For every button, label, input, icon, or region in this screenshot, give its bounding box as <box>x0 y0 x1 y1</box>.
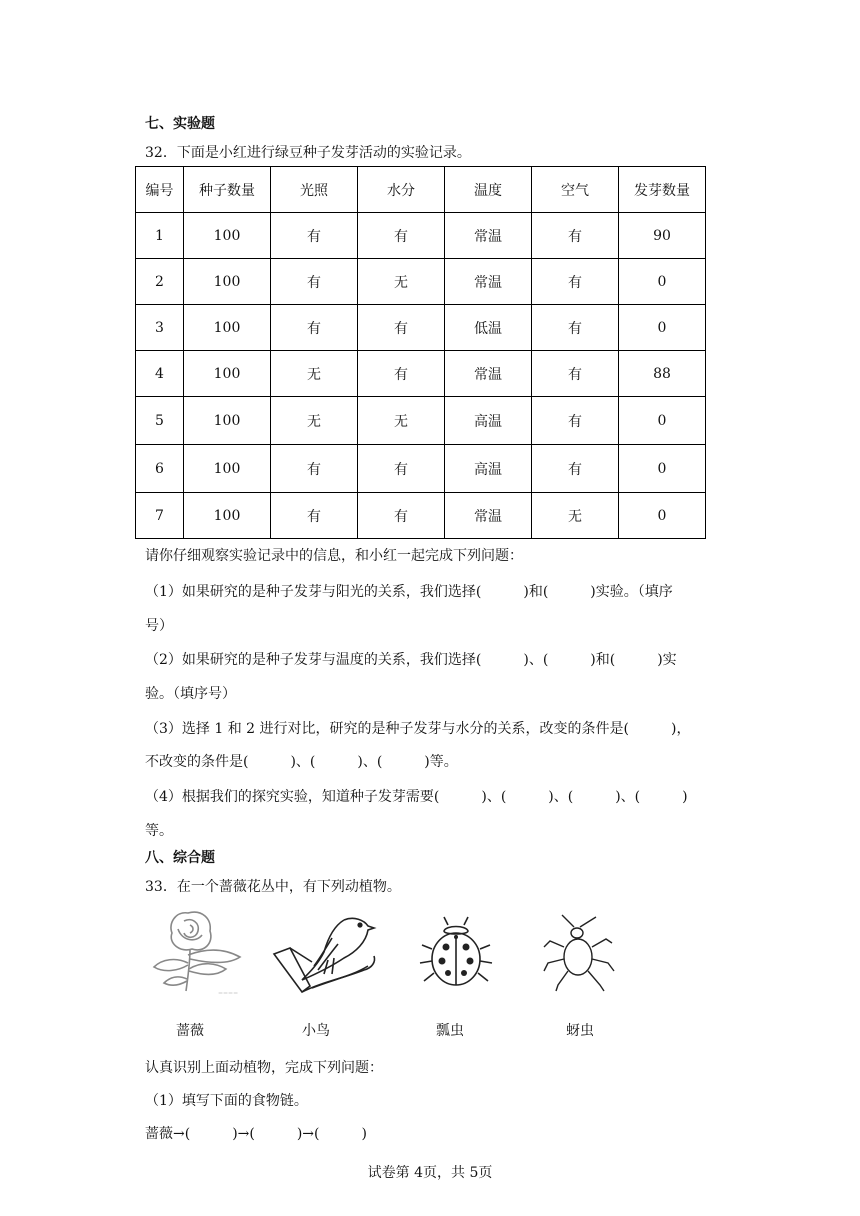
table-cell: 无 <box>271 351 358 397</box>
table-cell: 有 <box>532 305 619 351</box>
q33-sub1: （1）填写下面的食物链。 <box>145 1093 308 1109</box>
table-cell: 0 <box>619 445 706 493</box>
table-cell: 有 <box>532 397 619 445</box>
table-cell: 88 <box>619 351 706 397</box>
header-cell: 编号 <box>136 167 184 213</box>
table-cell: 100 <box>184 213 271 259</box>
table-cell: 无 <box>532 493 619 539</box>
table-cell: 0 <box>619 397 706 445</box>
experiment-table <box>135 166 706 539</box>
section8-title: 八、综合题 <box>145 850 215 866</box>
table-cell: 100 <box>184 305 271 351</box>
table-cell: 0 <box>619 305 706 351</box>
animal-label-bird: 小鸟 <box>302 1023 330 1039</box>
table-cell: 常温 <box>445 351 532 397</box>
animal-label-ladybug: 瓢虫 <box>436 1023 464 1039</box>
table-cell: 100 <box>184 445 271 493</box>
food-chain: 蔷薇→( )→( )→( ) <box>145 1126 367 1142</box>
header-cell: 光照 <box>271 167 358 213</box>
table-cell: 6 <box>136 445 184 493</box>
ladybug-icon <box>418 915 494 993</box>
table-cell: 常温 <box>445 259 532 305</box>
table-cell: 1 <box>136 213 184 259</box>
table-cell: 有 <box>271 445 358 493</box>
page-footer: 试卷第 4页，共 5页 <box>367 1165 493 1181</box>
animal-label-rose: 蔷薇 <box>176 1023 204 1039</box>
table-cell: 无 <box>358 259 445 305</box>
table-cell: 100 <box>184 351 271 397</box>
q32-sub1-line1: （1）如果研究的是种子发芽与阳光的关系，我们选择( )和( )实验。（填序 <box>145 584 673 600</box>
q32-sub2-line1: （2）如果研究的是种子发芽与温度的关系，我们选择( )、( )和( )实 <box>145 652 677 668</box>
table-row <box>136 493 706 539</box>
section7-title: 七、实验题 <box>145 116 215 132</box>
q32-sub2-line2: 验。（填序号） <box>145 686 236 702</box>
table-cell: 有 <box>358 445 445 493</box>
table-cell: 2 <box>136 259 184 305</box>
table-cell: 0 <box>619 493 706 539</box>
table-cell: 有 <box>532 213 619 259</box>
header-cell: 空气 <box>532 167 619 213</box>
table-cell: 7 <box>136 493 184 539</box>
table-cell: 有 <box>271 259 358 305</box>
table-cell: 5 <box>136 397 184 445</box>
table-cell: 有 <box>358 213 445 259</box>
q33-intro: 33．在一个蔷薇花丛中，有下列动植物。 <box>145 879 401 895</box>
table-row <box>136 351 706 397</box>
header-cell: 温度 <box>445 167 532 213</box>
table-cell: 4 <box>136 351 184 397</box>
table-cell: 常温 <box>445 493 532 539</box>
table-cell: 无 <box>271 397 358 445</box>
table-row <box>136 445 706 493</box>
table-row <box>136 397 706 445</box>
table-row <box>136 213 706 259</box>
table-cell: 100 <box>184 493 271 539</box>
bird-icon <box>272 908 384 1000</box>
q32-sub4-line2: 等。 <box>145 823 173 839</box>
table-cell: 有 <box>271 493 358 539</box>
table-cell: 90 <box>619 213 706 259</box>
rose-icon <box>148 903 248 998</box>
table-header-row <box>136 167 706 213</box>
table-cell: 有 <box>532 445 619 493</box>
table-cell: 低温 <box>445 305 532 351</box>
table-cell: 有 <box>532 351 619 397</box>
header-cell: 水分 <box>358 167 445 213</box>
table-cell: 高温 <box>445 445 532 493</box>
table-cell: 3 <box>136 305 184 351</box>
table-cell: 0 <box>619 259 706 305</box>
animal-label-aphid: 蚜虫 <box>566 1023 594 1039</box>
table-cell: 100 <box>184 397 271 445</box>
q32-prompt: 请你仔细观察实验记录中的信息，和小红一起完成下列问题： <box>145 548 523 564</box>
q33-prompt: 认真识别上面动植物，完成下列问题： <box>145 1060 383 1076</box>
table-cell: 有 <box>271 213 358 259</box>
table-cell: 100 <box>184 259 271 305</box>
q32-sub3-line1: （3）选择 1 和 2 进行对比，研究的是种子发芽与水分的关系，改变的条件是( )， <box>145 721 691 737</box>
header-cell: 种子数量 <box>184 167 271 213</box>
table-row <box>136 259 706 305</box>
table-cell: 高温 <box>445 397 532 445</box>
table-cell: 常温 <box>445 213 532 259</box>
q32-intro: 32．下面是小红进行绿豆种子发芽活动的实验记录。 <box>145 145 471 161</box>
table-cell: 有 <box>358 305 445 351</box>
table-cell: 有 <box>532 259 619 305</box>
header-cell: 发芽数量 <box>619 167 706 213</box>
table-cell: 无 <box>358 397 445 445</box>
svg-text:====: ==== <box>218 990 239 997</box>
table-cell: 有 <box>271 305 358 351</box>
q32-sub3-line2: 不改变的条件是( )、( )、( )等。 <box>145 754 458 770</box>
table-cell: 有 <box>358 351 445 397</box>
aphid-icon <box>540 913 620 993</box>
q32-sub4-line1: （4）根据我们的探究实验，知道种子发芽需要( )、( )、( )、( ) <box>145 789 688 805</box>
table-row <box>136 305 706 351</box>
table-cell: 有 <box>358 493 445 539</box>
q32-sub1-line2: 号） <box>145 618 173 634</box>
